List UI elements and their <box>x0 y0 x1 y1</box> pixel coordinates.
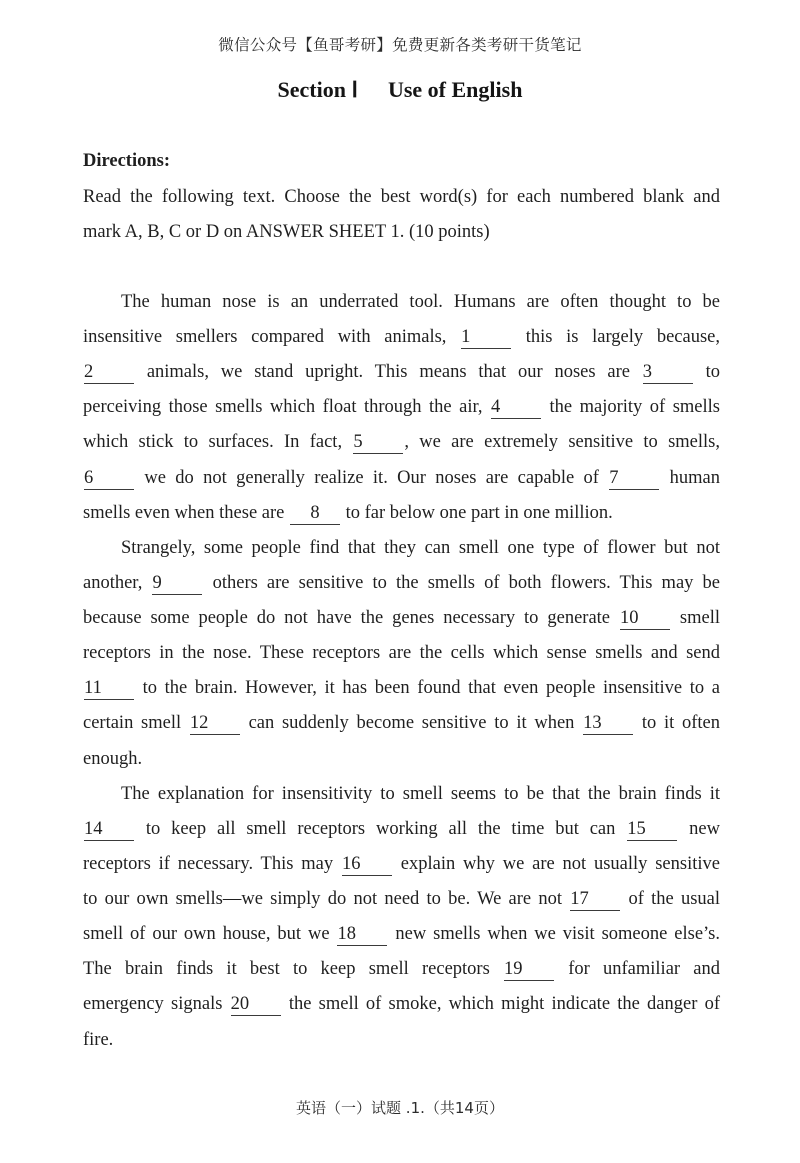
passage-text: because some people do not have the genes necessary to generate <box>83 608 619 628</box>
answer-blank-9: 9 <box>152 573 202 595</box>
directions-line: mark A, B, C or D on ANSWER SHEET 1. (10 points) <box>83 221 490 242</box>
answer-blank-13: 13 <box>583 713 633 735</box>
passage-text: certain smell <box>83 713 189 734</box>
answer-blank-14: 14 <box>84 819 134 841</box>
section-title <box>0 75 800 105</box>
passage-line <box>83 355 720 390</box>
answer-blank-6: 6 <box>84 468 134 490</box>
answer-blank-7: 7 <box>609 468 659 490</box>
answer-blank-2: 2 <box>84 362 134 384</box>
passage-text: to it often <box>634 713 720 734</box>
passage-text: fire. <box>83 1029 114 1050</box>
passage-line <box>83 882 720 917</box>
passage-text: the majority of smells <box>542 397 720 418</box>
passage-line <box>83 636 720 671</box>
passage-text: which stick to surfaces. In fact, <box>83 432 353 453</box>
passage-text: new smells when we visit someone else’s. <box>388 924 720 945</box>
passage-line <box>83 952 720 987</box>
passage-line <box>83 601 720 636</box>
passage-text: we do not generally realize it. Our noses are capable of <box>135 467 609 488</box>
exam-body <box>83 144 720 1057</box>
passage-text: , we are extremely sensitive to smells, <box>404 432 720 453</box>
passage-text: for unfamiliar and <box>555 959 720 980</box>
header-banner: 微信公众号【鱼哥考研】免费更新各类考研干货笔记 <box>218 36 582 54</box>
passage-text: perceiving those smells which float through the air, <box>83 397 491 418</box>
passage-text: animals, we stand upright. This means that our noses are <box>135 362 642 383</box>
passage-text: to far below one part in one million. <box>341 502 613 523</box>
passage-text: of the usual <box>621 889 721 909</box>
passage-text: explain why we are not usually sensitive <box>392 853 720 874</box>
passage-line <box>83 1023 720 1058</box>
passage-text: emergency signals <box>83 994 230 1015</box>
passage-text: the smell of smoke, which might indicate the danger of <box>281 994 721 1015</box>
answer-blank-16: 16 <box>342 854 392 876</box>
section-name: Use of English <box>387 77 523 102</box>
passage-text: receptors in the nose. These receptors are the cells which sense smells and send <box>83 643 720 664</box>
passage-line <box>83 425 720 460</box>
answer-blank-20: 20 <box>231 994 281 1016</box>
answer-blank-11: 11 <box>84 678 134 700</box>
passage-text: enough. <box>83 748 143 769</box>
passage-text: smell of our own house, but we <box>83 924 337 945</box>
answer-blank-19: 19 <box>504 959 554 981</box>
answer-blank-8: 8 <box>290 503 340 525</box>
passage-line <box>83 531 720 566</box>
passage-text: insensitive smellers compared with animals, <box>83 327 461 347</box>
directions-line: Read the following text. Choose the best word(s) for each numbered blank and <box>83 186 720 207</box>
passage-text: to the brain. However, it has been found that even people insensitive to a <box>135 678 720 699</box>
passage-line <box>83 742 720 777</box>
spacer <box>83 250 720 285</box>
passage-line <box>83 390 720 425</box>
answer-blank-18: 18 <box>337 924 387 946</box>
answer-blank-12: 12 <box>190 713 240 735</box>
passage-text: to keep all smell receptors working all the time but can <box>135 818 627 839</box>
passage-line <box>83 777 720 812</box>
passage-text: new <box>678 818 721 839</box>
passage-line <box>83 285 720 320</box>
passage-line <box>83 320 720 355</box>
passage-text: to our own smells—we simply do not need to be. We are not <box>83 889 570 909</box>
answer-blank-17: 17 <box>570 889 620 911</box>
passage-paragraph <box>83 777 720 1058</box>
passage-line <box>83 706 720 741</box>
passage-text: The explanation for insensitivity to smell seems to be that the brain finds it <box>121 783 720 804</box>
passage-text: The human nose is an underrated tool. Humans are often thought to be <box>121 291 720 312</box>
answer-blank-1: 1 <box>461 327 511 349</box>
passage-text: this is largely because, <box>512 327 720 347</box>
passage-text: human <box>660 467 720 488</box>
passage-text: others are sensitive to the smells of both flowers. This may be <box>203 572 720 593</box>
passage-line <box>83 671 720 706</box>
passage-paragraph <box>83 531 720 777</box>
answer-blank-10: 10 <box>620 608 670 630</box>
passage-line <box>83 847 720 882</box>
directions-heading: Directions: <box>83 151 170 172</box>
passage-line <box>83 917 720 952</box>
answer-blank-4: 4 <box>491 397 541 419</box>
answer-blank-3: 3 <box>643 362 693 384</box>
passage-paragraph <box>83 285 720 531</box>
passage-text: receptors if necessary. This may <box>83 853 341 874</box>
passage-text: can suddenly become sensitive to it when <box>240 713 583 734</box>
answer-blank-15: 15 <box>627 819 677 841</box>
passage-text: smells even when these are <box>83 502 289 523</box>
passage-text: The brain finds it best to keep smell receptors <box>83 959 503 980</box>
page-footer: 英语（一）试题 .1.（共14页） <box>296 1099 504 1117</box>
passage-line <box>83 566 720 601</box>
passage-line <box>83 987 720 1022</box>
passage-line <box>83 461 720 496</box>
passage-line <box>83 496 720 531</box>
passage-text: Strangely, some people find that they can smell one type of flower but not <box>121 537 720 558</box>
section-label: Section Ⅰ <box>277 77 358 102</box>
passage-text: smell <box>670 608 720 628</box>
answer-blank-5: 5 <box>353 432 403 454</box>
passage-text: to <box>693 362 720 383</box>
passage <box>83 285 720 1058</box>
passage-line <box>83 812 720 847</box>
passage-text: another, <box>83 572 152 593</box>
